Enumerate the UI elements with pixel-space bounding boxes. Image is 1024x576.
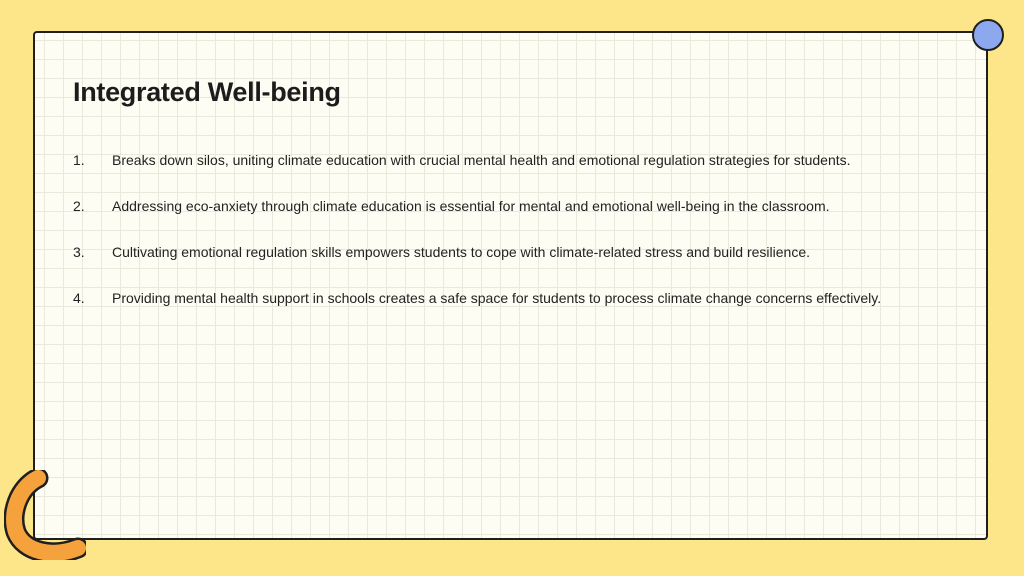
list-item (73, 192, 953, 220)
list-item-text: Providing mental health support in schools creates a safe space for students to process climate change concerns effectively. (112, 290, 882, 306)
list-item-number: 2. (73, 198, 85, 214)
list-item-text: Cultivating emotional regulation skills empowers students to cope with climate-related stress and build resilience. (112, 244, 811, 260)
list-item (73, 238, 953, 266)
list-item-text: Addressing eco-anxiety through climate education is essential for mental and emotional well-being in the classroom. (112, 198, 830, 214)
blue-circle-decoration (972, 19, 1004, 51)
slide-card (33, 31, 988, 540)
bullet-list (73, 146, 953, 330)
list-item (73, 146, 953, 174)
orange-arc-decoration (4, 470, 86, 560)
list-item-text: Breaks down silos, uniting climate education with crucial mental health and emotional regulation strategies for students. (112, 152, 851, 168)
slide-title: Integrated Well-being (73, 77, 341, 107)
list-item-number: 1. (73, 152, 85, 168)
list-item-number: 4. (73, 290, 85, 306)
list-item-number: 3. (73, 244, 85, 260)
list-item (73, 284, 953, 312)
